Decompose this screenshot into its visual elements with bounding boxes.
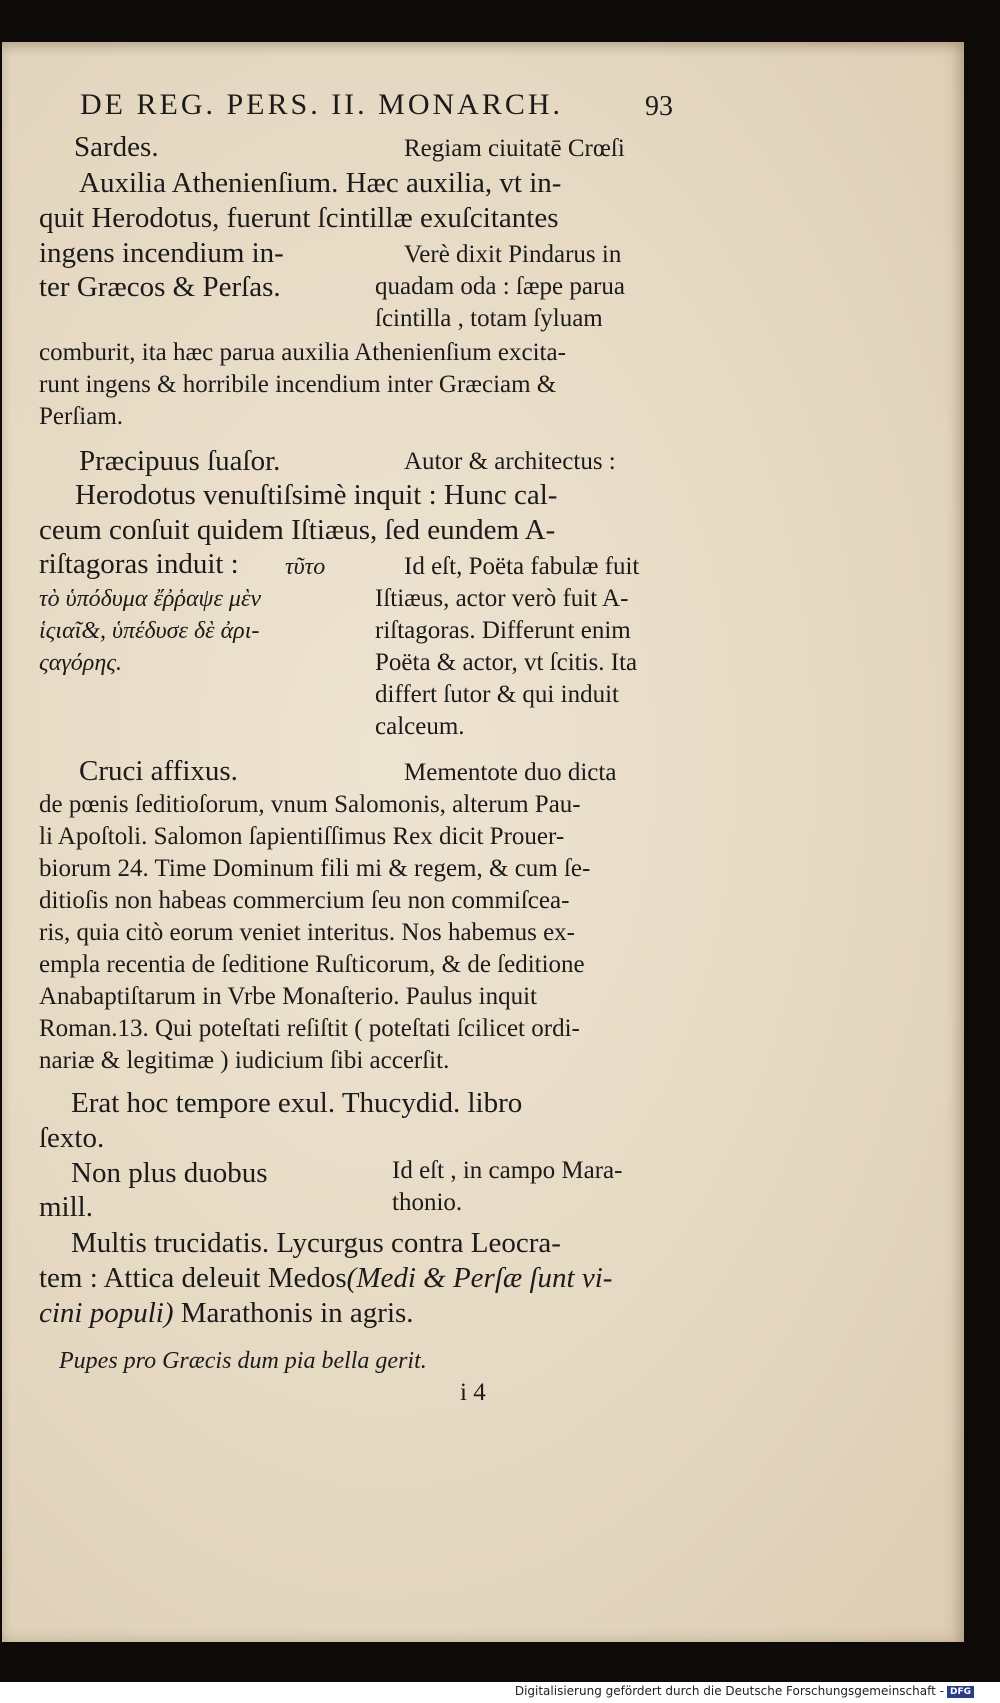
page-text <box>2 42 964 1642</box>
text-line: Poëta & actor, vt ſcitis. Ita <box>375 649 638 676</box>
text-line: ceum conſuit quidem Iſtiæus, ſed eundem A- <box>39 514 556 546</box>
text-line: Id eſt , in campo Mara- <box>392 1157 623 1184</box>
text-line: Verè dixit Pindarus in <box>404 241 622 268</box>
credit-text: Digitalisierung gefördert durch die Deutsche Forschungsgemeinschaft - <box>514 1684 944 1698</box>
text-line: ter Græcos & Perſas. <box>39 271 281 303</box>
text-line: biorum 24. Time Dominum fili mi & regem, & cum ſe- <box>39 855 591 882</box>
catchword: Pupes pro Græcis dum pia bella gerit. <box>59 1348 427 1374</box>
footer-credit <box>515 1684 974 1698</box>
text-line: Non plus duobus <box>71 1157 268 1189</box>
text-line: Sardes. <box>74 131 159 163</box>
text-line: Roman.13. Qui poteſtati reſiſtit ( poteſtati ſcilicet ordi- <box>39 1015 580 1042</box>
italic-run: cini populi) <box>39 1297 174 1329</box>
text-line: ſcintilla , totam ſyluam <box>375 305 603 332</box>
text-line: Autor & architectus : <box>404 448 616 475</box>
text-line: li Apoſtoli. Salomon ſapientiſſimus Rex dicit Prouer- <box>39 823 565 850</box>
text-line: Anabaptiſtarum in Vrbe Monaſterio. Paulus inquit <box>39 983 537 1010</box>
text-line: Multis trucidatis. Lycurgus contra Leocra- <box>71 1227 561 1259</box>
running-title: DE REG. PERS. II. MONARCH. <box>80 88 564 121</box>
text-line: thonio. <box>392 1189 463 1216</box>
text-line: comburit, ita hæc parua auxilia Athenienſium excita- <box>39 339 566 366</box>
text-run: tem : Attica deleuit Medos <box>39 1262 347 1294</box>
text-line <box>39 1296 414 1330</box>
text-line: Id eſt, Poëta fabulæ fuit <box>404 553 640 580</box>
dfg-logo: DFG <box>947 1686 974 1698</box>
italic-run: (Medi & Perſæ ſunt vi- <box>346 1262 613 1294</box>
text-line: calceum. <box>375 713 465 740</box>
text-line: Cruci affixus. <box>79 755 238 787</box>
greek-text: τῦτο <box>285 554 326 580</box>
greek-text: ςαγόρης. <box>39 650 122 676</box>
text-line: Herodotus venuſtiſsimè inquit : Hunc cal- <box>75 479 558 511</box>
text-line <box>39 1261 612 1295</box>
text-line: nariæ & legitimæ ) iudicium ſibi accerſit. <box>39 1047 450 1074</box>
text-line: Præcipuus ſuaſor. <box>79 445 281 477</box>
text-line: Iſtiæus, actor verò fuit A- <box>375 585 629 612</box>
folio-number: 93 <box>645 91 673 122</box>
greek-text: ἱςιαῖ&, ὑπέδυσε δὲ ἀρι- <box>39 618 260 644</box>
text-line: runt ingens & horribile incendium inter Græciam & <box>39 371 557 398</box>
text-line: quit Herodotus, fuerunt ſcintillæ exuſcitantes <box>39 202 559 234</box>
footer-bar <box>0 1682 1000 1703</box>
text-line: ditioſis non habeas commercium ſeu non commiſcea- <box>39 887 570 914</box>
text-line: Erat hoc tempore exul. Thucydid. libro <box>71 1087 523 1119</box>
text-line: differt ſutor & qui induit <box>375 681 619 708</box>
greek-text: τὸ ὑπόδυμα ἔῤῥαψε μὲν <box>39 586 262 612</box>
text-line: mill. <box>39 1191 93 1223</box>
text-run: Marathonis in agris. <box>180 1297 414 1329</box>
text-line: Auxilia Athenienſium. Hæc auxilia, vt in- <box>79 167 562 199</box>
text-line: ris, quia citò eorum veniet interitus. Nos habemus ex- <box>39 919 575 946</box>
text-line: Perſiam. <box>39 403 124 430</box>
signature-mark: i 4 <box>460 1379 486 1406</box>
text-line: Regiam ciuitatē Crœſi <box>404 135 625 162</box>
text-line: empla recentia de ſeditione Ruſticorum, & de ſeditione <box>39 951 585 978</box>
text-line: ſexto. <box>39 1122 105 1154</box>
book-page <box>2 42 964 1642</box>
text-line: quadam oda : ſæpe parua <box>375 273 625 300</box>
text-line: de pœnis ſeditioſorum, vnum Salomonis, alterum Pau- <box>39 791 581 818</box>
text-line: ingens incendium in- <box>39 237 284 269</box>
text-line: Mementote duo dicta <box>404 759 617 786</box>
text-line: riſtagoras. Differunt enim <box>375 617 631 644</box>
text-line: riſtagoras induit : <box>39 548 239 580</box>
